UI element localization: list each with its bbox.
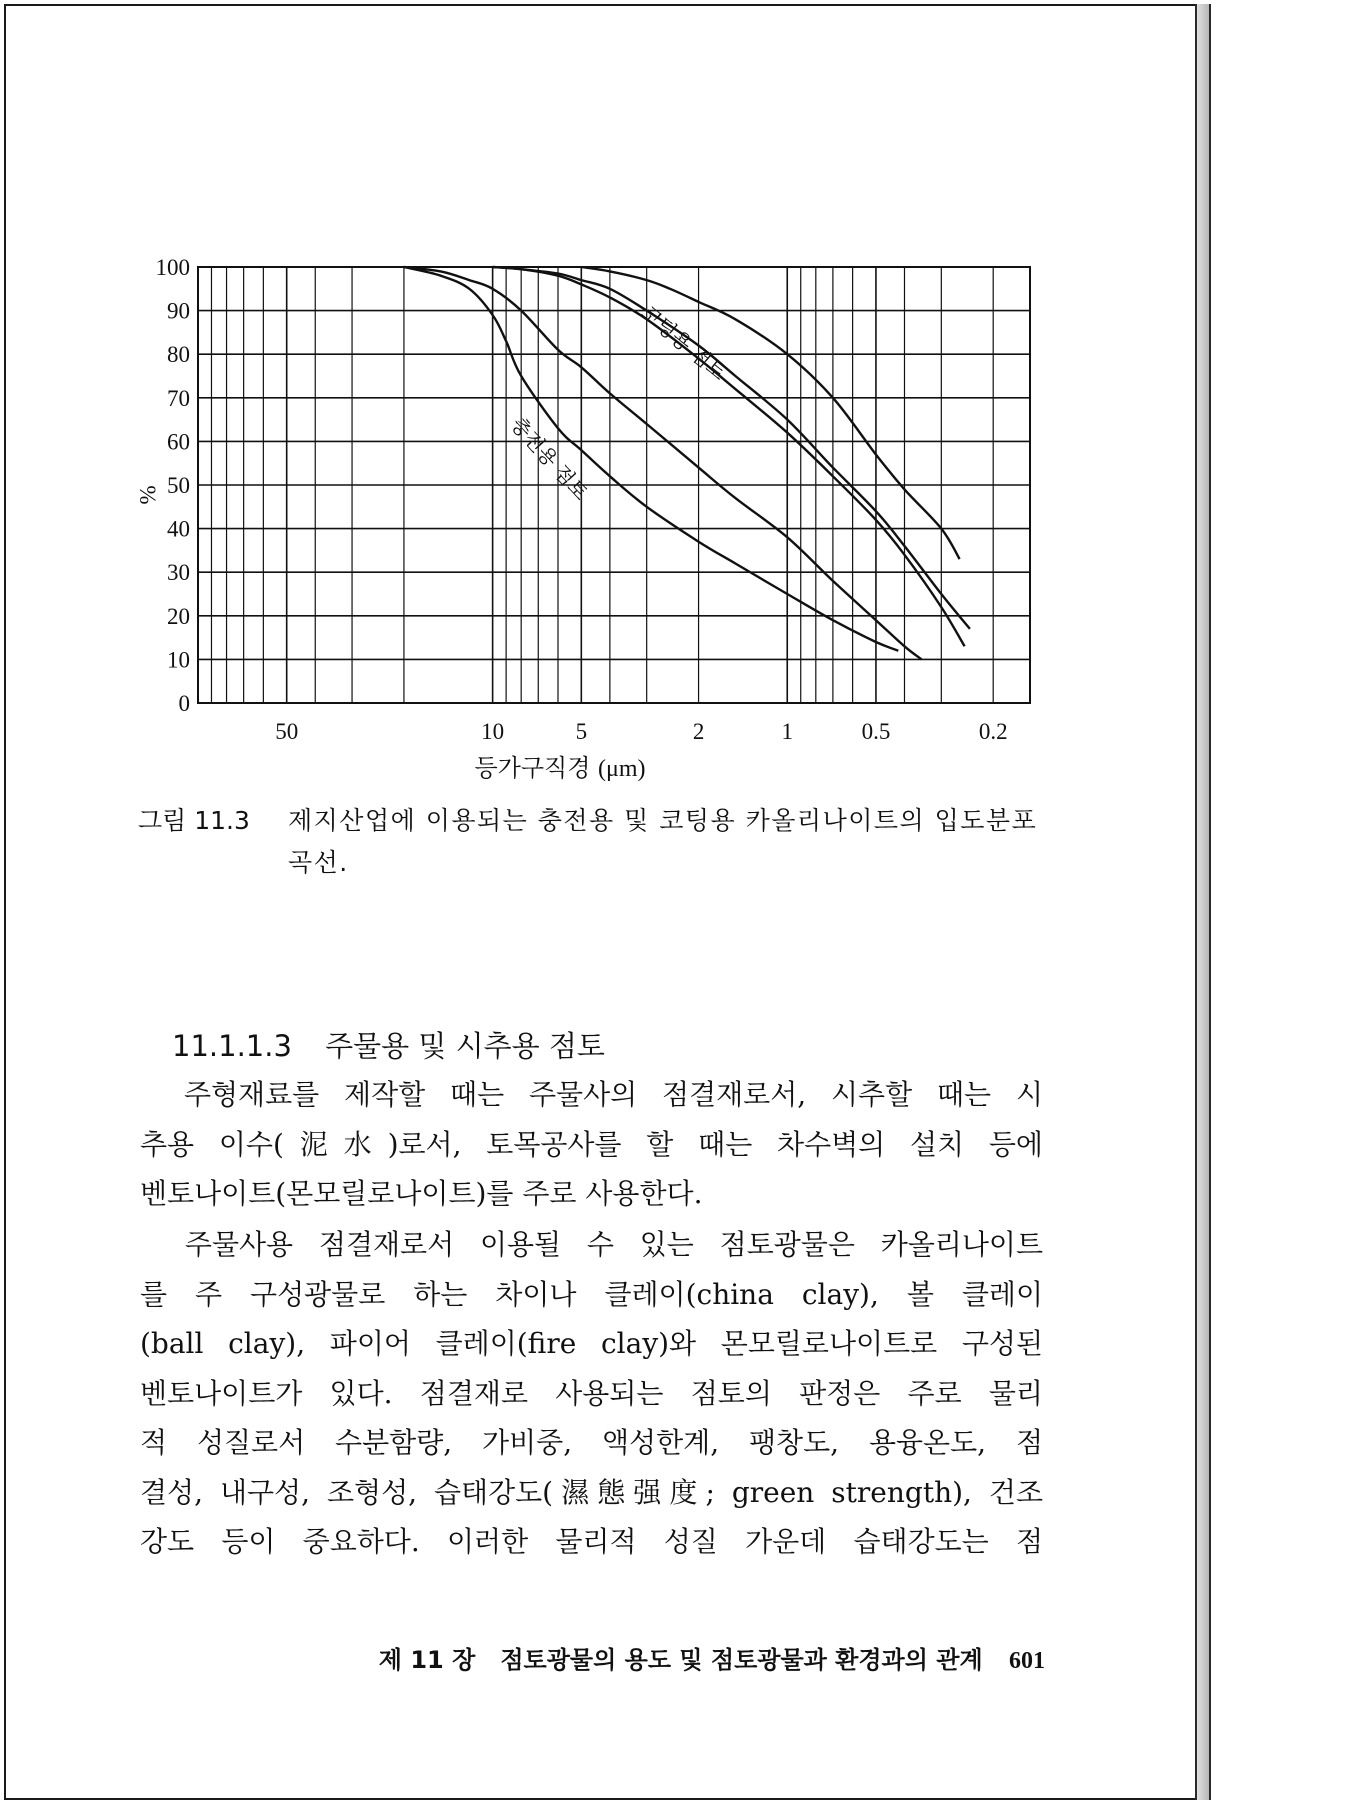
paragraph-line: 주물사용 점결재로서 이용될 수 있는 점토광물은 카올리나이트	[140, 1228, 1043, 1261]
y-tick-label: 50	[167, 473, 190, 498]
chart-grid	[198, 267, 1030, 703]
body-paragraph-1	[140, 1070, 1043, 1219]
paragraph-line: (ball clay), 파이어 클레이(fire clay)와 몬모릴로나이트로 구성된	[140, 1327, 1043, 1360]
body-paragraph-2	[140, 1220, 1043, 1567]
paragraph-line: 추용 이수(泥水)로서, 토목공사를 할 때는 차수벽의 설치 등에	[140, 1127, 1043, 1161]
x-axis-title-text: 등가구직경	[474, 754, 591, 782]
paragraph-line: 결성, 내구성, 조형성, 습태강도(濕態强度; green strength), 건조	[140, 1475, 1043, 1509]
x-tick-label: 0.5	[861, 719, 891, 744]
paragraph-line: 주형재료를 제작할 때는 주물사의 점결재로서, 시추할 때는 시	[140, 1078, 1043, 1111]
paragraph-line: 강도 등이 중요하다. 이러한 물리적 성질 가운데 습태강도는 점	[140, 1525, 1043, 1558]
x-axis-ticks	[275, 719, 1007, 744]
figure-caption-text: 제지산업에 이용되는 충전용 및 코팅용 카올리나이트의 입도분포 곡선.	[288, 806, 1038, 877]
y-tick-label: 40	[167, 516, 190, 542]
y-tick-label: 80	[167, 342, 190, 368]
x-tick-label: 10	[481, 719, 505, 744]
y-tick-label: 90	[167, 298, 190, 324]
series-line	[493, 267, 970, 629]
footer-chapter: 제 11 장	[378, 1646, 476, 1674]
section-title: 주물용 및 시추용 점토	[325, 1029, 605, 1063]
y-tick-label: 100	[155, 255, 190, 280]
x-axis-unit: (μm)	[598, 756, 646, 782]
paragraph-line: 적 성질로서 수분함량, 가비중, 액성한계, 팽창도, 용융온도, 점	[140, 1426, 1043, 1459]
y-tick-label: 20	[167, 603, 190, 629]
y-tick-label: 30	[167, 560, 190, 586]
x-tick-label: 5	[575, 719, 588, 744]
chart-series	[404, 267, 970, 659]
paragraph-line: 벤토나이트가 있다. 점결재로 사용되는 점토의 판정은 주로 물리	[140, 1376, 1043, 1410]
particle-size-chart	[120, 255, 1040, 755]
x-tick-label: 0.2	[978, 719, 1008, 744]
y-tick-label: 10	[167, 647, 190, 673]
figure-caption-label: 그림 11.3	[138, 806, 250, 835]
paragraph-line: 를 주 구성광물로 하는 차이나 클레이(china clay), 볼 클레이	[140, 1277, 1043, 1311]
section-heading	[172, 1024, 605, 1065]
footer-title: 점토광물의 용도 및 점토광물과 환경과의 관계	[500, 1646, 983, 1674]
page-edge	[1195, 4, 1211, 1800]
x-tick-label: 2	[692, 719, 705, 744]
page-number: 601	[1009, 1648, 1045, 1674]
y-axis-label: %	[135, 485, 160, 505]
section-number: 11.1.1.3	[172, 1029, 292, 1063]
paragraph-line: 벤토나이트(몬모릴로나이트)를 주로 사용한다.	[140, 1177, 703, 1210]
y-tick-label: 0	[178, 691, 190, 716]
filler-curve-label: 충전용 점토	[506, 412, 594, 505]
y-tick-label: 60	[167, 429, 190, 455]
x-tick-label: 1	[781, 719, 794, 744]
y-tick-label: 70	[167, 385, 190, 411]
x-axis-title	[330, 748, 790, 783]
running-footer	[300, 1640, 1045, 1675]
x-tick-label: 50	[275, 719, 299, 744]
coating-curve-label: 코팅용 점토	[636, 300, 732, 386]
